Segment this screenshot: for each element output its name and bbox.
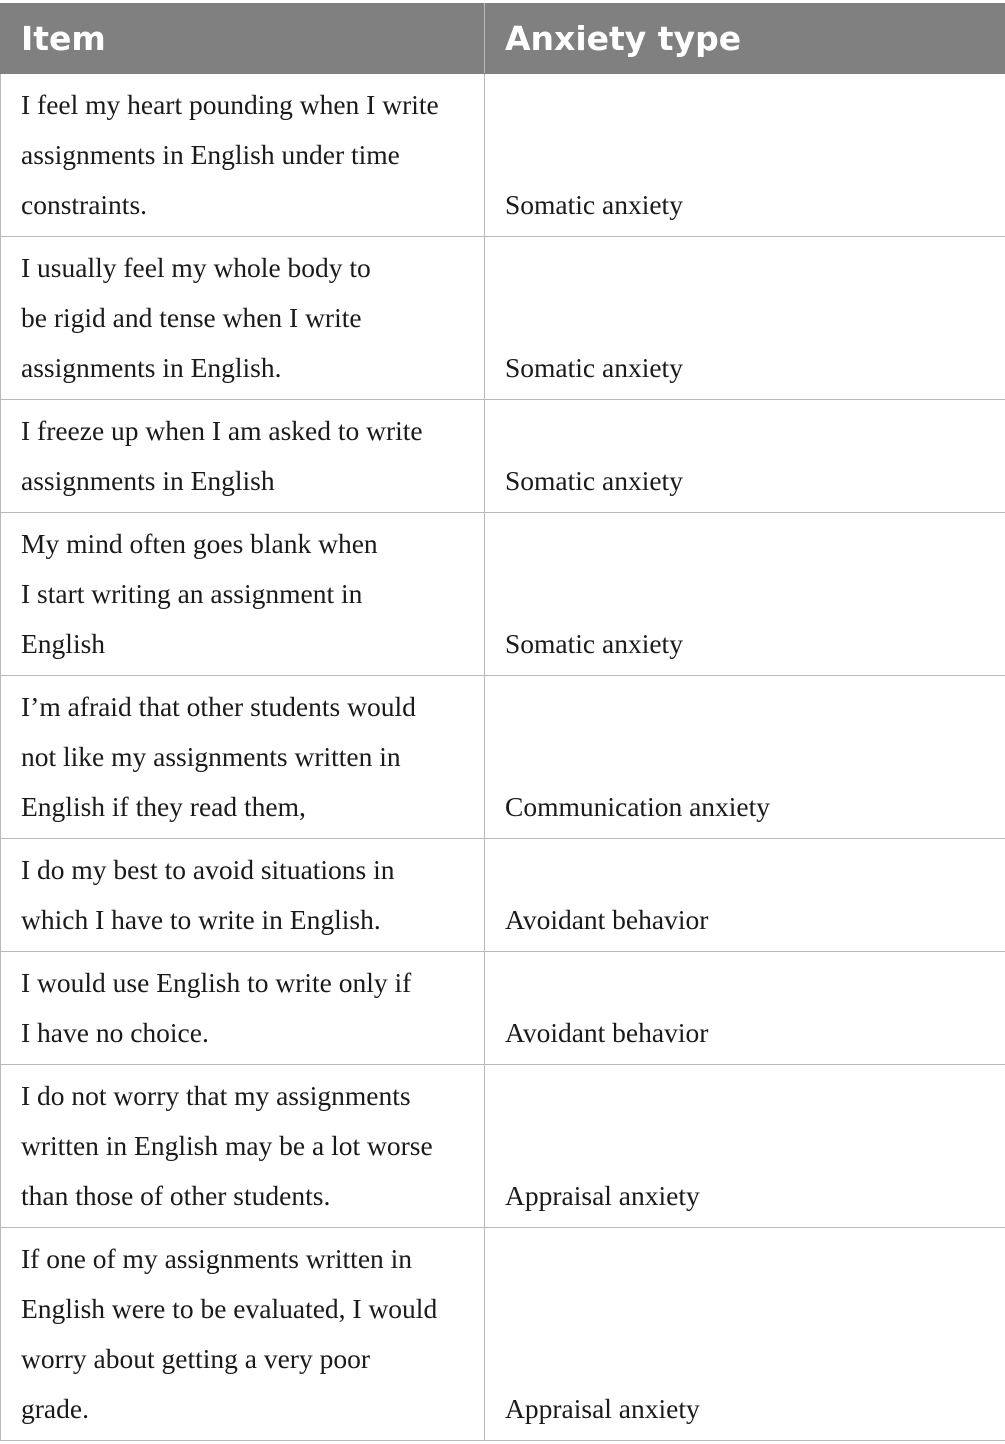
item-text-line: My mind often goes blank when: [21, 528, 378, 559]
item-text-line: I usually feel my whole body to: [21, 252, 371, 283]
item-text-line: I freeze up when I am asked to write: [21, 415, 423, 446]
item-text-line: If one of my assignments written in: [21, 1243, 413, 1274]
anxiety-type-cell: Somatic anxiety: [485, 513, 1005, 676]
header-row: [1, 4, 1005, 74]
item-cell: [1, 676, 485, 839]
item-text-line: which I have to write in English.: [21, 904, 381, 935]
item-text-line: grade.: [21, 1393, 89, 1424]
item-cell: [1, 74, 485, 237]
item-text-line: assignments in English.: [21, 352, 282, 383]
item-cell: [1, 237, 485, 400]
item-text-line: I start writing an assignment in: [21, 578, 363, 609]
anxiety-type-cell: Communication anxiety: [485, 676, 1005, 839]
anxiety-type-cell: Avoidant behavior: [485, 839, 1005, 952]
item-cell: [1, 513, 485, 676]
item-text-line: worry about getting a very poor: [21, 1343, 371, 1374]
anxiety-items-table: [0, 3, 1005, 1441]
item-text-line: I feel my heart pounding when I write: [21, 89, 439, 120]
item-cell: [1, 1065, 485, 1228]
item-cell: [1, 400, 485, 513]
item-text-line: I do my best to avoid situations in: [21, 854, 395, 885]
item-cell: [1, 839, 485, 952]
anxiety-items-table-wrapper: [0, 3, 1005, 1441]
table-row: [1, 74, 1005, 237]
table-row: [1, 676, 1005, 839]
item-text-line: assignments in English under time: [21, 139, 400, 170]
anxiety-type-cell: Appraisal anxiety: [485, 1228, 1005, 1441]
header-item: Item: [1, 4, 485, 74]
table-body: [1, 74, 1005, 1441]
table-row: [1, 400, 1005, 513]
table-row: [1, 952, 1005, 1065]
anxiety-type-cell: Avoidant behavior: [485, 952, 1005, 1065]
item-text-line: not like my assignments written in: [21, 741, 401, 772]
item-cell: [1, 952, 485, 1065]
item-text-line: written in English may be a lot worse: [21, 1130, 433, 1161]
item-text-line: I have no choice.: [21, 1017, 209, 1048]
table-row: [1, 237, 1005, 400]
item-text-line: English were to be evaluated, I would: [21, 1293, 438, 1324]
item-text-line: I would use English to write only if: [21, 967, 412, 998]
item-text-line: English if they read them,: [21, 791, 306, 822]
anxiety-type-cell: Somatic anxiety: [485, 400, 1005, 513]
item-text-line: assignments in English: [21, 465, 275, 496]
item-text-line: constraints.: [21, 189, 148, 220]
item-text-line: than those of other students.: [21, 1180, 331, 1211]
item-text-line: I do not worry that my assignments: [21, 1080, 411, 1111]
anxiety-type-cell: Somatic anxiety: [485, 74, 1005, 237]
item-text-line: English: [21, 628, 106, 659]
table-row: [1, 1228, 1005, 1441]
item-cell: [1, 1228, 485, 1441]
table-row: [1, 513, 1005, 676]
anxiety-type-cell: Somatic anxiety: [485, 237, 1005, 400]
table-row: [1, 1065, 1005, 1228]
table-header: [1, 4, 1005, 74]
header-anxiety-type: Anxiety type: [485, 4, 1005, 74]
anxiety-type-cell: Appraisal anxiety: [485, 1065, 1005, 1228]
item-text-line: be rigid and tense when I write: [21, 302, 362, 333]
item-text-line: I’m afraid that other students would: [21, 691, 416, 722]
table-row: [1, 839, 1005, 952]
